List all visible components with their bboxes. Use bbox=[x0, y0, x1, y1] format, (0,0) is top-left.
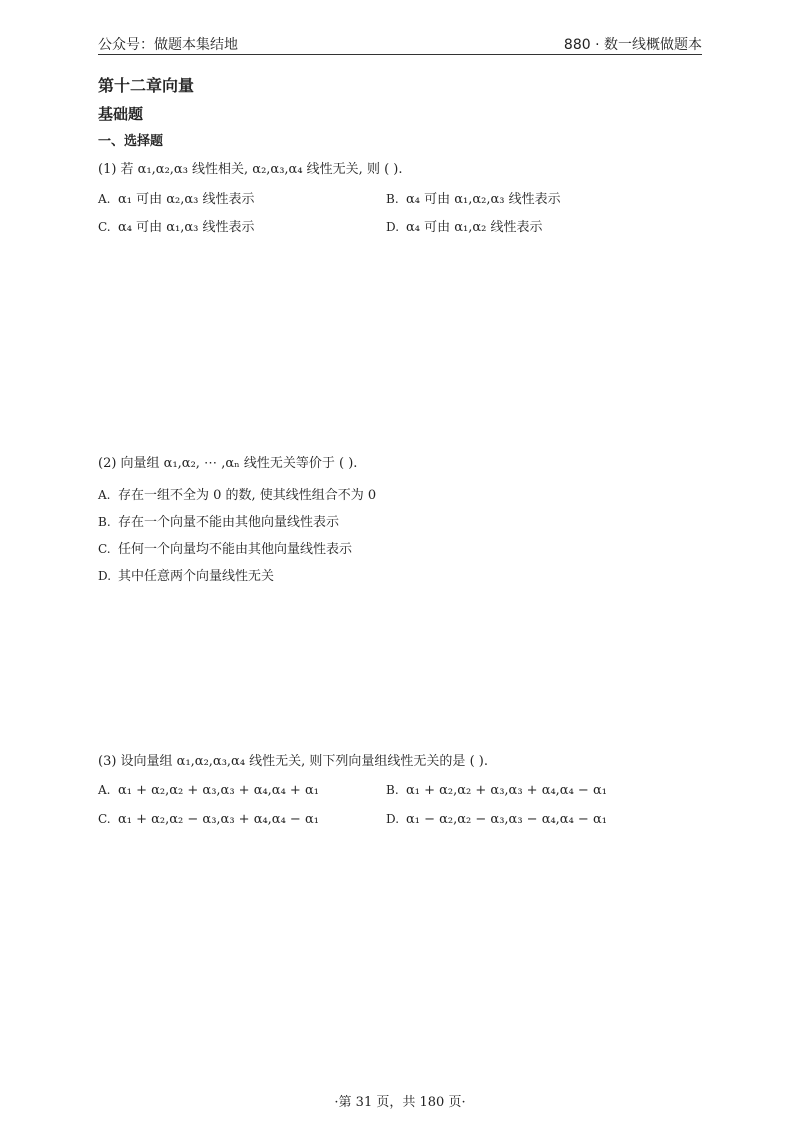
option-text: 存在一个向量不能由其他向量线性表示 bbox=[118, 515, 340, 530]
section-title: 基础题 bbox=[98, 105, 144, 123]
question-2-stem: (2) 向量组 α₁,α₂, ⋯ ,αₙ 线性无关等价于 ( ). bbox=[98, 456, 358, 471]
option-letter: A. bbox=[98, 192, 111, 206]
option-text: α₁ 可由 α₂,α₃ 线性表示 bbox=[118, 192, 255, 207]
option-letter: D. bbox=[386, 812, 400, 826]
option-letter: B. bbox=[386, 783, 399, 797]
option-text: α₄ 可由 α₁,α₂ 线性表示 bbox=[406, 220, 543, 235]
option-letter: C. bbox=[98, 220, 111, 234]
option-letter: A. bbox=[98, 488, 111, 502]
question-3-option-b bbox=[386, 783, 607, 798]
option-text: α₁ + α₂,α₂ + α₃,α₃ + α₄,α₄ + α₁ bbox=[118, 783, 319, 798]
option-letter: D. bbox=[386, 220, 400, 234]
option-text: 其中任意两个向量线性无关 bbox=[118, 569, 275, 584]
option-text: α₁ + α₂,α₂ + α₃,α₃ + α₄,α₄ − α₁ bbox=[406, 783, 607, 798]
question-1-option-d bbox=[386, 216, 543, 235]
option-letter: C. bbox=[98, 542, 111, 556]
page-footer: ·第 31 页，共 180 页· bbox=[334, 1095, 466, 1110]
question-1-option-a bbox=[98, 188, 255, 207]
option-text: α₄ 可由 α₁,α₂,α₃ 线性表示 bbox=[406, 192, 561, 207]
question-2-option-b bbox=[98, 511, 339, 530]
option-letter: B. bbox=[98, 515, 111, 529]
page-header bbox=[98, 32, 702, 55]
option-text: α₁ + α₂,α₂ − α₃,α₃ + α₄,α₄ − α₁ bbox=[118, 812, 319, 827]
question-3-option-d bbox=[386, 812, 607, 827]
option-text: 存在一组不全为 0 的数, 使其线性组合不为 0 bbox=[118, 488, 377, 503]
question-3-option-c bbox=[98, 812, 319, 827]
option-text: α₄ 可由 α₁,α₃ 线性表示 bbox=[118, 220, 255, 235]
option-text: 任何一个向量均不能由其他向量线性表示 bbox=[118, 542, 353, 557]
option-letter: A. bbox=[98, 783, 111, 797]
question-3-option-a bbox=[98, 783, 319, 798]
chapter-title: 第十二章向量 bbox=[98, 76, 195, 95]
option-text: α₁ − α₂,α₂ − α₃,α₃ − α₄,α₄ − α₁ bbox=[406, 812, 607, 827]
header-left-text: 公众号：做题本集结地 bbox=[98, 37, 238, 53]
question-2-option-d bbox=[98, 565, 274, 584]
question-3-stem: (3) 设向量组 α₁,α₂,α₃,α₄ 线性无关, 则下列向量组线性无关的是 ( ). bbox=[98, 754, 488, 769]
question-2-option-a bbox=[98, 484, 376, 503]
question-1-stem: (1) 若 α₁,α₂,α₃ 线性相关, α₂,α₃,α₄ 线性无关, 则 ( ). bbox=[98, 162, 403, 177]
option-letter: C. bbox=[98, 812, 111, 826]
question-1-option-c bbox=[98, 216, 255, 235]
question-2-option-c bbox=[98, 538, 352, 557]
header-right-text: 880 · 数一线概做题本 bbox=[563, 37, 702, 53]
option-letter: B. bbox=[386, 192, 399, 206]
option-letter: D. bbox=[98, 569, 112, 583]
question-1-option-b bbox=[386, 188, 561, 207]
subsection-title: 一、选择题 bbox=[98, 134, 164, 149]
